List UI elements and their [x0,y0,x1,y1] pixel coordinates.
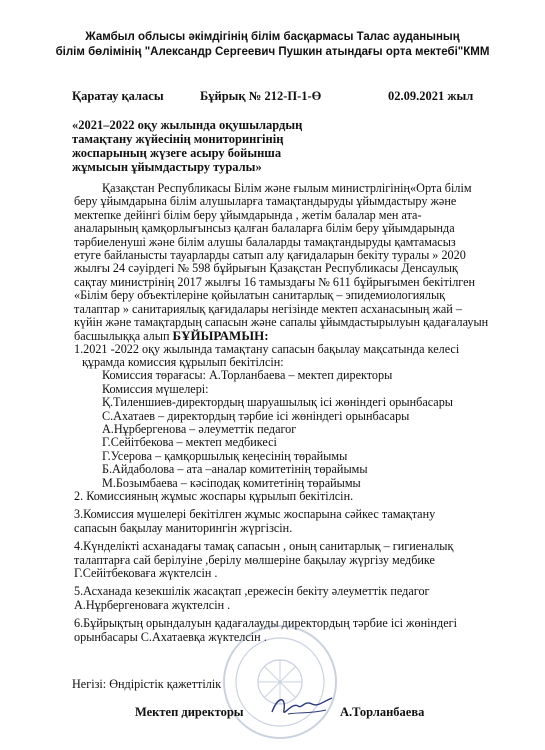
commission-member: Қ.Тиленшиев-директордың шаруашылық ісі жөніндегі орынбасары [102,395,453,410]
commission-member: Г.Усерова – қамқоршылық кеңесінің төрайымы [102,448,348,463]
commission-member: Г.Сейітбекова – мектеп медбикесі [102,435,277,450]
signature-position: Мектеп директоры [135,705,244,719]
order-place: Қаратау қаласы [72,89,164,103]
signature-name: А.Торланбаева [340,705,425,719]
order-date: 02.09.2021 жыл [388,89,474,103]
item-2: 2. Комиссияның жұмыс жоспары құрылып бекітілсін. [74,488,354,503]
item-3-line: 3.Комиссия мүшелері бекітілген жұмыс жоспарына сәйкес тамақтану [74,507,436,522]
preamble-line: мектепке дейінгі білім беру ұйымдарында , жетім балалар мен ата- [74,207,422,222]
commission-member: А.Нұрбергенова – әлеуметтік педагог [102,422,297,437]
school-seal-icon [220,622,340,742]
basis-line: Негізі: Өндірістік қажеттілік [72,677,222,691]
preamble-last-line [74,329,494,342]
preamble-line: аналарының қамқорлығынсыз қалған балаларға білім беру ұйымдарында [74,221,455,236]
order-body [74,182,494,644]
order-number: Бұйрық № 212-П-1-Ө [200,89,322,103]
order-title-line-1: «2021–2022 оқу жылында оқушылардың [72,118,303,132]
order-title-line-3: жоспарының жүзеге асыру бойынша [72,146,282,160]
header-line-2: білім бөлімінің "Александр Сергеевич Пушкин атындағы орта мектебі"КММ [55,46,490,58]
preamble-line: талаптар » санитариялық қағидалары негізінде мектеп асханасының жай – [74,301,462,316]
order-title-line-2: тамақтану жүйесінің мониторингінің [72,132,284,146]
order-title-line-4: жұмысын ұйымдастыру туралы» [72,160,262,174]
preamble-line: тәрбиеленуші және білім алушы балаларды тамақтандыруды қамтамасыз [74,234,456,249]
item-5-line: 5.Асханада кезекшілік жасақтап ,ережесін бекіту әлеуметтік педагог [74,584,430,599]
preamble-line: беру ұйымдарына білім алушыларға тамақтандыруды ұйымдастыру және [74,194,457,209]
item-3-line: сапасын бақылау маниторингін жүргізсін. [74,520,293,535]
order-meta-row [72,89,492,105]
preamble-line: Қазақстан Республикасы Білім және ғылым министрлігінің«Орта білім [102,181,472,195]
commission-member: Б.Айдаболова – ата –аналар комитетінің төрайымы [102,462,368,477]
commission-member: Комиссия мүшелері: [102,381,209,396]
order-keyword: БҰЙЫРАМЫН: [172,328,269,344]
item-5-line: А.Нұрбергеноваға жүктелсін . [74,597,231,612]
header-line-1: Жамбыл облысы әкімдігінің білім басқармасы Талас ауданының [85,31,460,43]
preamble-line: күйін және тамақтардың сапасын және сапалы ұйымдастырылуын қадағалауын [74,314,489,329]
preamble-line: «Білім беру объектілеріне қойылатын санитарлық – эпидемиологиялық [74,288,446,303]
handwritten-signature-icon [268,692,336,722]
item-1-line: құрамда комиссия құрылып бекітілсін: [82,355,284,370]
item-1-line: 1.2021 -2022 оқу жылында тамақтану сапасын бақылау мақсатында келесі [74,341,460,356]
commission-member: С.Ахатаев – директордың тәрбие ісі жөніндегі орынбасары [102,408,410,423]
item-4-line: Г.Сейітбековаға жүктелсін . [74,565,218,580]
commission-member: М.Бозымбаева – кәсіподақ комитетінің төрайымы [102,475,361,490]
preamble-line: етуге байланысты тауарларды сатып алу қағидаларын бекіту туралы » 2020 [74,247,466,262]
commission-member: Комиссия төрағасы: А.Торланбаева – мектеп директоры [102,368,393,383]
preamble-line: жылғы 24 сәуірдегі № 598 бұйрығын Қазақстан Республикасы Денсаулық [74,261,458,276]
item-6-line: 6.Бұйрықтың орындалуын қадағалауды директордың тәрбие ісі жөніндегі [74,616,457,631]
preamble-last: басшылыққа алып [74,329,170,344]
item-4-line: талаптарға сай берілуіне ,берілу мөлшеріне бақылау жүргізу медбике [74,552,435,567]
preamble-line: сақтау министрінің 2017 жылғы 16 тамыздағы № 611 бұйрығымен бекітілген [74,274,476,289]
item-6-line: орынбасары С.Ахатаевқа жүктелсін . [74,629,267,644]
item-4-line: 4.Күнделікті асханадағы тамақ сапасын , оның санитарлық – гигиеналық [74,539,454,554]
